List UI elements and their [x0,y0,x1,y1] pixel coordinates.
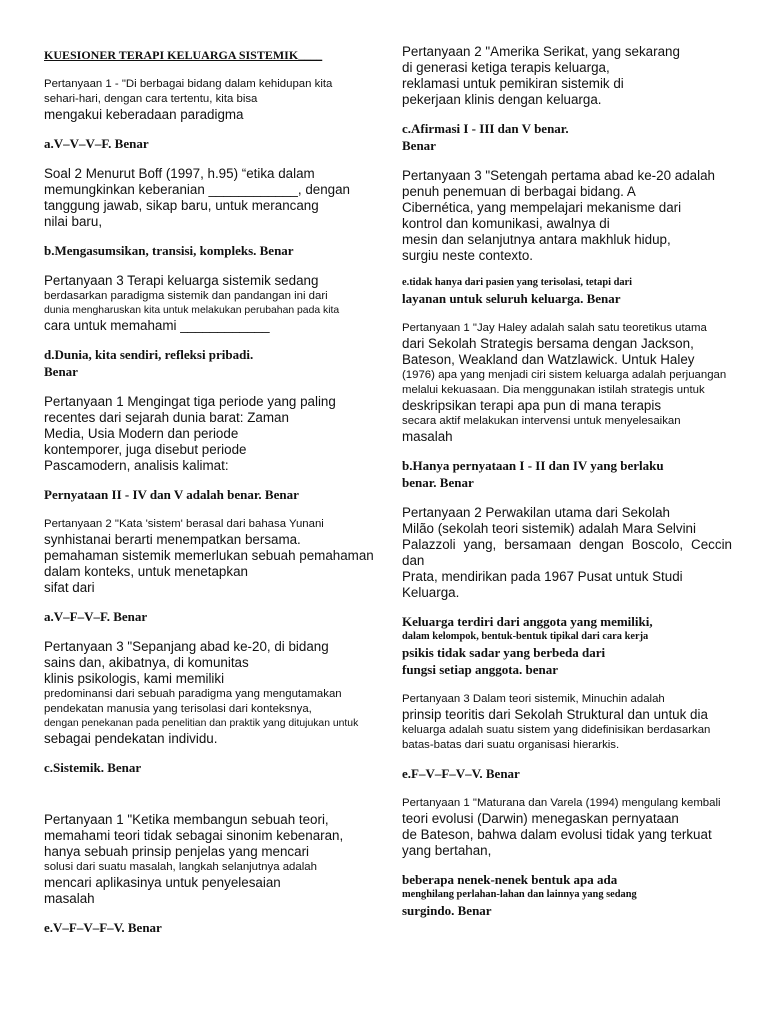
question-line: yang bertahan, [402,843,492,858]
question-line: Pertanyaan 3 Terapi keluarga sistemik sedang [44,273,319,288]
question-line: Media, Usia Modern dan periode [44,426,239,441]
answer-line: menghilang perlahan-lahan dan lainnya yang sedang [402,889,637,900]
answer-block [44,759,388,776]
answer-line: e.tidak hanya dari pasien yang terisolasi, tetapi dari [402,277,633,288]
question-line: Pertanyaan 3 "Sepanjang abad ke-20, di bidang [44,639,329,654]
answer-line: benar. Benar [402,475,474,490]
question-line: dalam konteks, untuk menetapkan [44,564,248,579]
answer-line: dalam kelompok, bentuk-bentuk tipikal dari cara kerja [402,631,649,642]
question-line: dari Sekolah Strategis bersama dengan Jackson, [402,336,694,351]
answer-line: d.Dunia, kita sendiri, refleksi pribadi. [44,347,254,362]
answer-block [44,608,388,625]
question-line: penuh penemuan di berbagai bidang. A [402,184,636,199]
question-line: Soal 2 Menurut Boff (1997, h.95) “etika dalam [44,166,315,181]
answer-line: c.Afirmasi I - III dan V benar. [402,121,569,136]
right-column [402,44,732,933]
answer-line: e.V–F–V–F–V. Benar [44,920,162,935]
answer-line: Keluarga terdiri dari anggota yang memiliki, [402,614,653,629]
answer-line: layanan untuk seluruh keluarga. Benar [402,291,621,306]
answer-block [44,486,388,503]
question-line: pendekatan manusia yang terisolasi dari konteksnya, [44,703,312,715]
question-line: Pertanyaan 1 "Jay Haley adalah salah satu teoretikus utama [402,322,707,334]
question-line: Cibernética, yang mempelajari mekanisme dari [402,200,682,215]
question-line: reklamasi untuk pemikiran sistemik di [402,76,624,91]
question-line: sains dan, akibatnya, di komunitas [44,655,249,670]
question-line: mencari aplikasinya untuk penyelesaian [44,875,281,890]
question-line: Prata, mendirikan pada 1967 Pusat untuk Studi [402,569,683,584]
answer-line: Benar [402,138,436,153]
question-line: keluarga adalah suatu sistem yang didefinisikan berdasarkan [402,724,711,736]
question-line: masalah [44,891,95,906]
answer-line: surgindo. Benar [402,903,492,918]
question-line: Keluarga. [402,585,460,600]
left-column [44,44,388,950]
question-line: hanya sebuah prinsip penjelas yang mencari [44,844,310,859]
right-items [402,44,732,919]
question-line: di generasi ketiga terapis keluarga, [402,60,610,75]
answer-block [44,346,388,380]
question-line: Pascamodern, analisis kalimat: [44,458,229,473]
question-line: kontemporer, juga disebut periode [44,442,247,457]
question-line: synhistanai berarti menempatkan bersama. [44,532,301,547]
question-line: Pertanyaan 2 Perwakilan utama dari Sekolah [402,505,670,520]
question-line: Bateson, Weakland dan Watzlawick. Untuk Haley [402,352,695,367]
question-block [44,394,388,474]
question-block [44,273,388,334]
answer-line: b.Mengasumsikan, transisi, kompleks. Benar [44,243,294,258]
question-line: surgiu neste contexto. [402,248,534,263]
answer-line: Benar [44,364,78,379]
answer-line: a.V–F–V–F. Benar [44,609,148,624]
question-line: kontrol dan komunikasi, awalnya di [402,216,610,231]
answer-block [402,765,732,782]
question-line: teori evolusi (Darwin) menegaskan pernyataan [402,811,679,826]
question-block [44,639,388,747]
question-line: klinis psikologis, kami memiliki [44,671,225,686]
question-line: Pertanyaan 1 "Maturana dan Varela (1994) mengulang kembali [402,797,721,809]
question-line: sehari-hari, dengan cara tertentu, kita bisa [44,93,258,105]
question-line: Palazzoli yang, bersamaan dengan Boscolo, Ceccin dan [402,537,732,568]
question-block [402,168,732,264]
question-line: sifat dari [44,580,95,595]
question-line: mesin dan selanjutnya antara makhluk hidup, [402,232,671,247]
question-line: berdasarkan paradigma sistemik dan pandangan ini dari [44,290,328,302]
question-block [402,44,732,108]
question-line: Pertanyaan 1 - "Di berbagai bidang dalam kehidupan kita [44,78,333,90]
question-line: Pertanyaan 2 "Amerika Serikat, yang sekarang [402,44,680,59]
answer-line: a.V–V–V–F. Benar [44,136,149,151]
question-line: recentes dari sejarah dunia barat: Zaman [44,410,289,425]
question-line: cara untuk memahami ____________ [44,318,270,333]
question-line: deskripsikan terapi apa pun di mana terapis [402,398,662,413]
question-line: memungkinkan keberanian ____________, dengan [44,182,350,197]
answer-block [402,276,732,307]
question-block [44,812,388,907]
answer-line: e.F–V–F–V–V. Benar [402,766,520,781]
question-block [44,517,388,596]
question-line: masalah [402,429,453,444]
question-line: memahami teori tidak sebagai sinonim kebenaran, [44,828,344,843]
answer-block [44,135,388,152]
question-line: Pertanyaan 3 "Setengah pertama abad ke-20 adalah [402,168,715,183]
question-line: dunia mengharuskan kita untuk melakukan perubahan pada kita [44,305,340,316]
question-line: nilai baru, [44,214,103,229]
answer-line: Pernyataan II - IV dan V adalah benar. Benar [44,487,299,502]
answer-line: beberapa nenek-nenek bentuk apa ada [402,872,618,887]
answer-line: psikis tidak sadar yang berbeda dari [402,645,606,660]
question-line: dengan penekanan pada penelitian dan praktik yang ditujukan untuk [44,718,359,729]
question-line: secara aktif melakukan intervensi untuk menyelesaikan [402,415,681,427]
question-line: Pertanyaan 1 Mengingat tiga periode yang paling [44,394,336,409]
answer-block [402,120,732,154]
question-line: sebagai pendekatan individu. [44,731,218,746]
question-line: (1976) apa yang menjadi ciri sistem keluarga adalah perjuangan [402,369,727,381]
question-line: pemahaman sistemik memerlukan sebuah pemahaman [44,548,374,563]
question-block [44,77,388,123]
answer-block [402,871,732,919]
question-block [44,166,388,230]
question-line: predominansi dari sebuah paradigma yang mengutamakan [44,688,342,700]
answer-block [402,457,732,491]
question-line: pekerjaan klinis dengan keluarga. [402,92,602,107]
answer-block [44,242,388,259]
answer-block [402,613,732,678]
question-line: Pertanyaan 3 Dalam teori sistemik, Minuchin adalah [402,693,665,705]
question-line: prinsip teoritis dari Sekolah Struktural dan untuk dia [402,707,708,722]
question-block [402,692,732,753]
answer-line: fungsi setiap anggota. benar [402,662,559,677]
answer-line: c.Sistemik. Benar [44,760,142,775]
question-line: de Bateson, bahwa dalam evolusi tidak yang terkuat [402,827,712,842]
question-line: Pertanyaan 1 "Ketika membangun sebuah teori, [44,812,329,827]
question-line: Milão (sekolah teori sistemik) adalah Mara Selvini [402,521,696,536]
question-line: tanggung jawab, sikap baru, untuk merancang [44,198,319,213]
question-line: mengakui keberadaan paradigma [44,107,244,122]
question-line: solusi dari suatu masalah, langkah selanjutnya adalah [44,861,317,873]
left-items [44,77,388,936]
question-block [402,321,732,445]
question-block [402,796,732,859]
question-line: melalui kekuasaan. Dia menggunakan istilah strategis untuk [402,384,705,396]
answer-line: b.Hanya pernyataan I - II dan IV yang berlaku [402,458,664,473]
document-title: KUESIONER TERAPI KELUARGA SISTEMIK____ [44,48,323,62]
question-line: Pertanyaan 2 "Kata 'sistem' berasal dari bahasa Yunani [44,518,324,530]
answer-block [44,919,388,936]
question-block [402,505,732,601]
question-line: batas-batas dari suatu organisasi hierarkis. [402,739,620,751]
spacer [44,790,388,812]
